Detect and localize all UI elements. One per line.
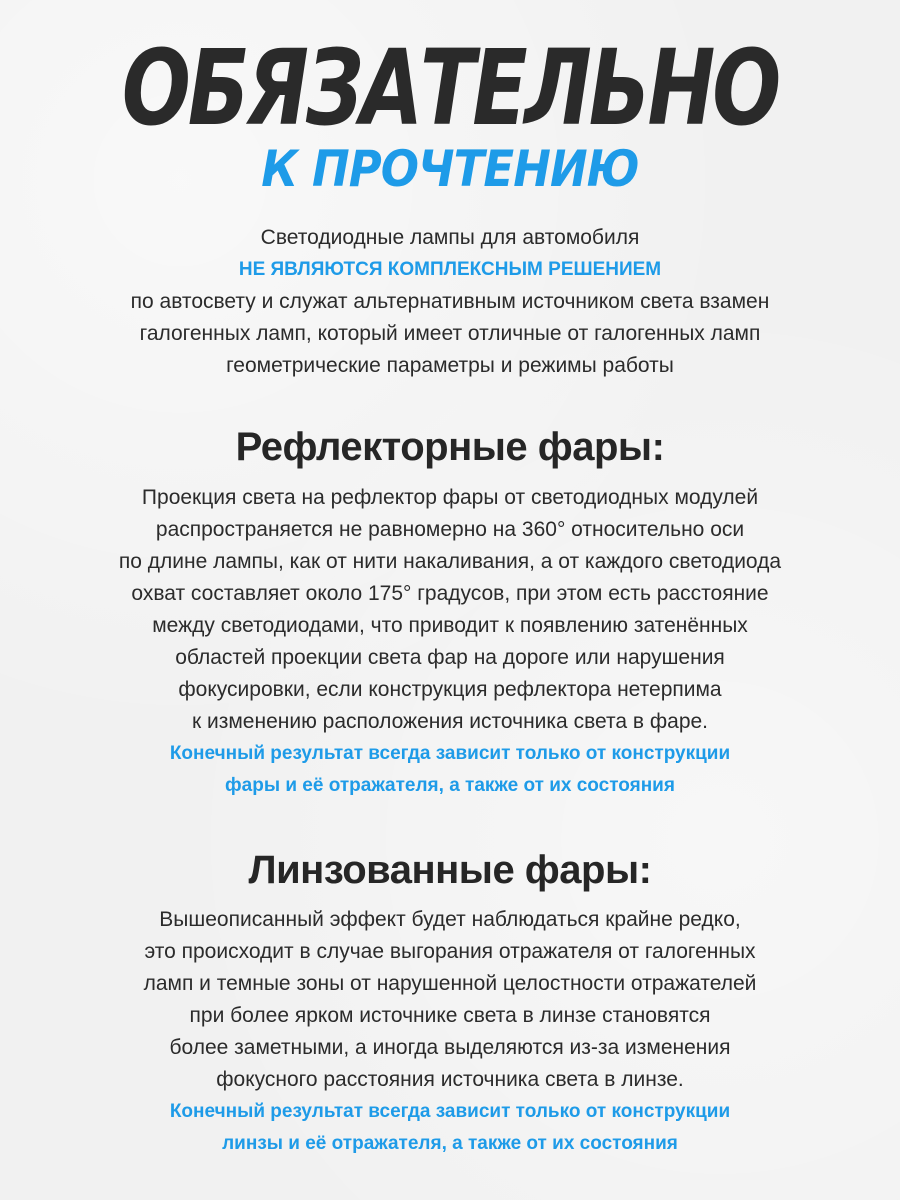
reflector-line: областей проекции света фар на дороге или нарушения — [175, 646, 725, 669]
lens-text-block — [40, 904, 860, 1160]
lens-accent: линзы и её отражателя, а также от их состояния — [222, 1133, 678, 1154]
reflector-line: к изменению расположения источника света в фаре. — [191, 710, 709, 733]
lens-accent: Конечный результат всегда зависит только от конструкции — [169, 1101, 731, 1122]
reflector-heading: Рефлекторные фары: — [235, 425, 665, 469]
lens-line: при более ярком источнике света в линзе становятся — [189, 1004, 711, 1027]
lens-heading: Линзованные фары: — [248, 848, 652, 892]
reflector-text-block — [40, 482, 860, 802]
reflector-line: между светодиодами, что приводит к появлению затенённых — [152, 614, 748, 637]
intro-line: галогенных ламп, который имеет отличные от галогенных ламп — [139, 322, 761, 345]
intro-line: Светодиодные лампы для автомобиля — [260, 226, 640, 249]
page-subtitle: К ПРОЧТЕНИЮ — [261, 140, 639, 198]
intro-line: по автосвету и служат альтернативным источником света взамен — [130, 290, 770, 313]
reflector-line: по длине лампы, как от нити накаливания, а от каждого светодиода — [118, 550, 782, 573]
lens-line: фокусного расстояния источника света в линзе. — [216, 1068, 684, 1091]
lens-line: ламп и темные зоны от нарушенной целостности отражателей — [143, 972, 757, 995]
reflector-line: Проекция света на рефлектор фары от светодиодных модулей — [141, 486, 759, 509]
intro-block — [40, 222, 860, 382]
page-title: ОБЯЗАТЕЛЬНО — [121, 27, 779, 149]
lens-line: это происходит в случае выгорания отражателя от галогенных — [144, 940, 756, 963]
lens-line: более заметными, а иногда выделяются из-за изменения — [169, 1036, 731, 1059]
reflector-line: фокусировки, если конструкция рефлектора нетерпима — [178, 678, 722, 701]
lens-line: Вышеописанный эффект будет наблюдаться крайне редко, — [159, 908, 741, 931]
reflector-line: распространяется не равномерно на 360° относительно оси — [155, 518, 745, 541]
reflector-accent: Конечный результат всегда зависит только от конструкции — [169, 743, 731, 764]
intro-accent: НЕ ЯВЛЯЮТСЯ КОМПЛЕКСНЫМ РЕШЕНИЕМ — [238, 259, 662, 280]
reflector-line: охват составляет около 175° градусов, при этом есть расстояние — [131, 582, 769, 605]
intro-line: геометрические параметры и режимы работы — [226, 354, 674, 377]
reflector-accent: фары и её отражателя, а также от их состояния — [225, 775, 675, 796]
